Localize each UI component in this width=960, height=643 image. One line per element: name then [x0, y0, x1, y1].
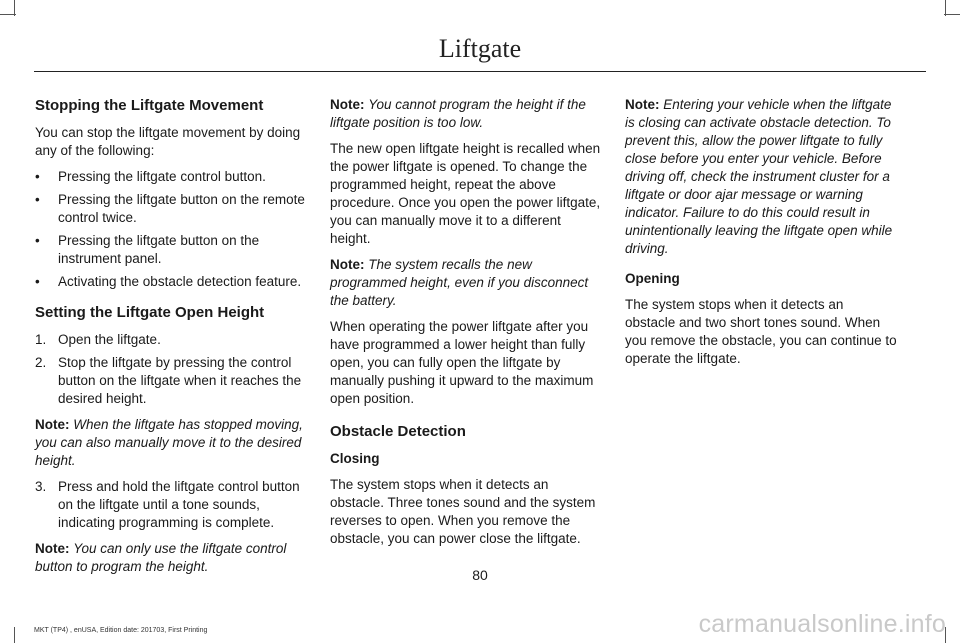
note-text: You can only use the liftgate control button to program the height. — [35, 541, 287, 574]
step-item — [35, 354, 307, 408]
column-middle — [330, 96, 602, 556]
subheading-closing: Closing — [330, 451, 380, 466]
step-number: 1. — [35, 332, 47, 347]
crop-mark — [945, 0, 946, 16]
crop-mark — [14, 627, 15, 643]
watermark: carmanualsonline.info — [698, 610, 946, 638]
note-text: You cannot program the height if the liftgate position is too low. — [330, 97, 586, 130]
note-label: Note: — [35, 541, 70, 556]
list-item — [35, 232, 307, 268]
bullet-icon: • — [35, 192, 40, 207]
bullet-icon: • — [35, 274, 40, 289]
bullet-icon: • — [35, 233, 40, 248]
heading-stopping-liftgate: Stopping the Liftgate Movement — [35, 97, 264, 114]
page-title: Liftgate — [438, 34, 522, 63]
heading-obstacle-detection: Obstacle Detection — [330, 423, 466, 440]
list-item-text: Pressing the liftgate button on the remote control twice. — [58, 192, 305, 225]
step-text: Stop the liftgate by pressing the control button on the liftgate when it reaches the desired height. — [58, 355, 302, 406]
crop-mark — [14, 0, 15, 16]
note — [625, 96, 897, 258]
page-number: 80 — [472, 567, 488, 583]
note-label: Note: — [35, 417, 70, 432]
note-label: Note: — [625, 97, 660, 112]
list-item-text: Pressing the liftgate control button. — [58, 169, 266, 184]
list-item — [35, 273, 307, 291]
procedure-steps-continued — [35, 478, 307, 532]
column-left — [35, 96, 307, 584]
heading-setting-open-height: Setting the Liftgate Open Height — [35, 304, 265, 321]
list-item — [35, 191, 307, 227]
step-text: Open the liftgate. — [58, 332, 161, 347]
header-divider — [34, 71, 926, 72]
crop-mark — [944, 14, 960, 15]
lower-height-paragraph: When operating the power liftgate after you have programmed a lower height than fully open, you can fully open the liftgate by manually pushing it upward to the maximum open position. — [330, 319, 594, 406]
list-item — [35, 168, 307, 186]
step-item — [35, 331, 307, 349]
edition-footer: MKT (TP4) , enUSA, Edition date: 201703, First Printing — [34, 627, 208, 634]
note-text: Entering your vehicle when the liftgate is closing can activate obstacle detection. To prevent this, allow the power liftgate to fully close before you enter your vehicle. Before driving off, check the instrument cluster for a liftgate or door ajar message or warning indicator. Failure to do this could result in unintentionally leaving the liftgate open while driving. — [625, 97, 893, 256]
note — [330, 256, 602, 310]
closing-paragraph: The system stops when it detects an obstacle. Three tones sound and the system reverses to open. When you remove the obstacle, you can power close the liftgate. — [330, 477, 596, 546]
note-label: Note: — [330, 257, 365, 272]
column-right — [625, 96, 897, 376]
recall-paragraph: The new open liftgate height is recalled when the power liftgate is opened. To change the programmed height, repeat the above procedure. Once you open the power liftgate, you can manually move it to a different height. — [330, 141, 601, 246]
note-label: Note: — [330, 97, 365, 112]
step-number: 2. — [35, 355, 47, 370]
step-number: 3. — [35, 479, 47, 494]
procedure-steps — [35, 331, 307, 408]
note-text: When the liftgate has stopped moving, you can also manually move it to the desired height. — [35, 417, 303, 468]
note — [35, 416, 307, 470]
stop-methods-list — [35, 168, 307, 291]
opening-paragraph: The system stops when it detects an obstacle and two short tones sound. When you remove the obstacle, you can continue to operate the liftgate. — [625, 297, 897, 366]
list-item-text: Activating the obstacle detection feature. — [58, 274, 302, 289]
step-text: Press and hold the liftgate control button on the liftgate until a tone sounds, indicating programming is complete. — [58, 479, 300, 530]
bullet-icon: • — [35, 169, 40, 184]
note — [330, 96, 602, 132]
subheading-opening: Opening — [625, 271, 680, 286]
note-text: The system recalls the new programmed height, even if you disconnect the battery. — [330, 257, 589, 308]
stop-intro-paragraph: You can stop the liftgate movement by doing any of the following: — [35, 125, 301, 158]
step-item — [35, 478, 307, 532]
list-item-text: Pressing the liftgate button on the instrument panel. — [58, 233, 260, 266]
